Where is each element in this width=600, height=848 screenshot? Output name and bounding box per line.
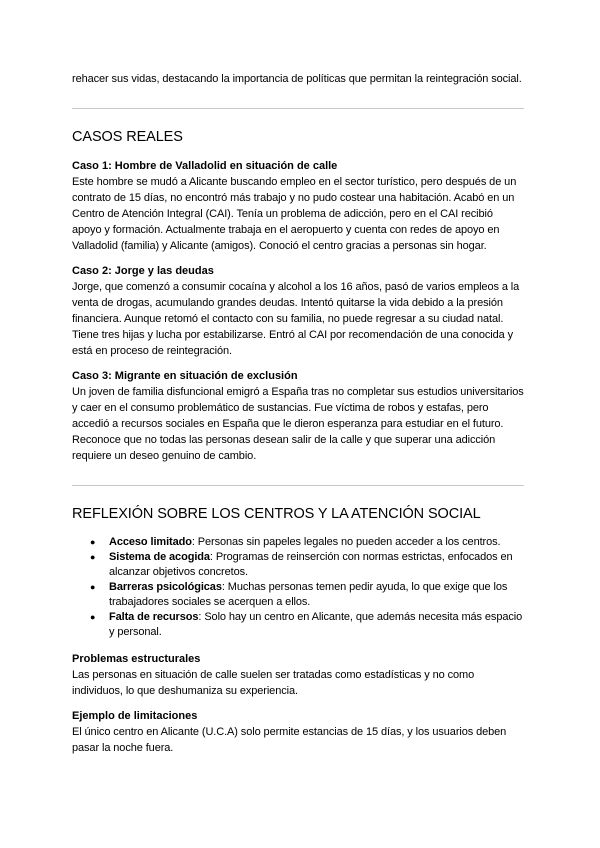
cases-section-title: CASOS REALES — [72, 129, 183, 145]
structural-problems-body: Las personas en situación de calle suelen ser tratadas como estadísticas y no como individuos, lo que deshumaniza su experiencia. — [72, 669, 475, 697]
intro-paragraph-tail: rehacer sus vidas, destacando la importancia de políticas que permitan la reintegración social. — [72, 73, 522, 85]
case-1 — [72, 159, 524, 254]
list-item-term: Acceso limitado — [109, 536, 192, 548]
reflection-section-title: REFLEXIÓN SOBRE LOS CENTROS Y LA ATENCIÓN SOCIAL — [72, 506, 481, 522]
reflection-bullet-list — [72, 535, 524, 640]
list-item-term: Sistema de acogida — [109, 551, 210, 563]
list-item — [72, 580, 524, 610]
bullet-icon: ● — [90, 537, 96, 547]
case-2 — [72, 264, 524, 359]
limitations-example — [72, 709, 524, 756]
list-item — [72, 535, 524, 550]
case-3-body: Un joven de familia disfuncional emigró a España tras no completar sus estudios universitarios y caer en el consumo problemático de sustancias. Fue víctima de robos y estafas, pero accedió a recursos sociales en España que le dieron esperanza para estudiar en el futuro. Reconoce que no todas las personas desean salir de la calle y que superar una adicción requiere un deseo genuino de cambio. — [72, 386, 524, 462]
case-1-body: Este hombre se mudó a Alicante buscando empleo en el sector turístico, pero después de un contrato de 15 días, no encontró más trabajo y no pudo costear una habitación. Acabó en un Centro de Atención Integral (CAI). Tenía un problema de adicción, pero en el CAI recibió apoyo y formación. Actualmente trabaja en el aeropuerto y cuenta con redes de apoyo en Valladolid (familia) y Alicante (amigos). Conoció el centro gracias a personas sin hogar. — [72, 176, 517, 252]
list-item-text: : Personas sin papeles legales no pueden acceder a los centros. — [191, 536, 501, 548]
list-item — [72, 610, 524, 640]
list-item-text: : Muchas personas temen pedir ayuda, lo que exige que los trabajadores sociales se acerquen a ellos. — [109, 581, 508, 608]
section-divider — [72, 108, 524, 109]
case-2-body: Jorge, que comenzó a consumir cocaína y alcohol a los 16 años, pasó de varios empleos a la venta de drogas, acumulando grandes deudas. Intentó quitarse la vida debido a la presión financiera. Aunque retomó el contacto con su familia, no puede regresar a su ciudad natal. Tiene tres hijas y lucha por estabilizarse. Entró al CAI por recomendación de una conocida y está en proceso de reintegración. — [72, 281, 520, 357]
case-3-title: Caso 3: Migrante en situación de exclusión — [72, 370, 298, 382]
structural-problems — [72, 652, 524, 699]
section-divider — [72, 485, 524, 486]
case-3 — [72, 369, 524, 464]
list-item-text: : Programas de reinserción con normas estrictas, enfocados en alcanzar objetivos concretos. — [109, 551, 513, 578]
limitations-example-title: Ejemplo de limitaciones — [72, 710, 198, 722]
limitations-example-body: El único centro en Alicante (U.C.A) solo permite estancias de 15 días, y los usuarios deben pasar la noche fuera. — [72, 726, 507, 754]
list-item-text: : Solo hay un centro en Alicante, que además necesita más espacio y personal. — [109, 611, 523, 638]
bullet-icon: ● — [90, 582, 96, 592]
case-2-title: Caso 2: Jorge y las deudas — [72, 265, 214, 277]
bullet-icon: ● — [90, 552, 96, 562]
list-item-term: Falta de recursos — [109, 611, 199, 623]
list-item — [72, 550, 524, 580]
structural-problems-title: Problemas estructurales — [72, 653, 201, 665]
list-item-term: Barreras psicológicas — [109, 581, 222, 593]
case-1-title: Caso 1: Hombre de Valladolid en situación de calle — [72, 160, 338, 172]
bullet-icon: ● — [90, 612, 96, 622]
